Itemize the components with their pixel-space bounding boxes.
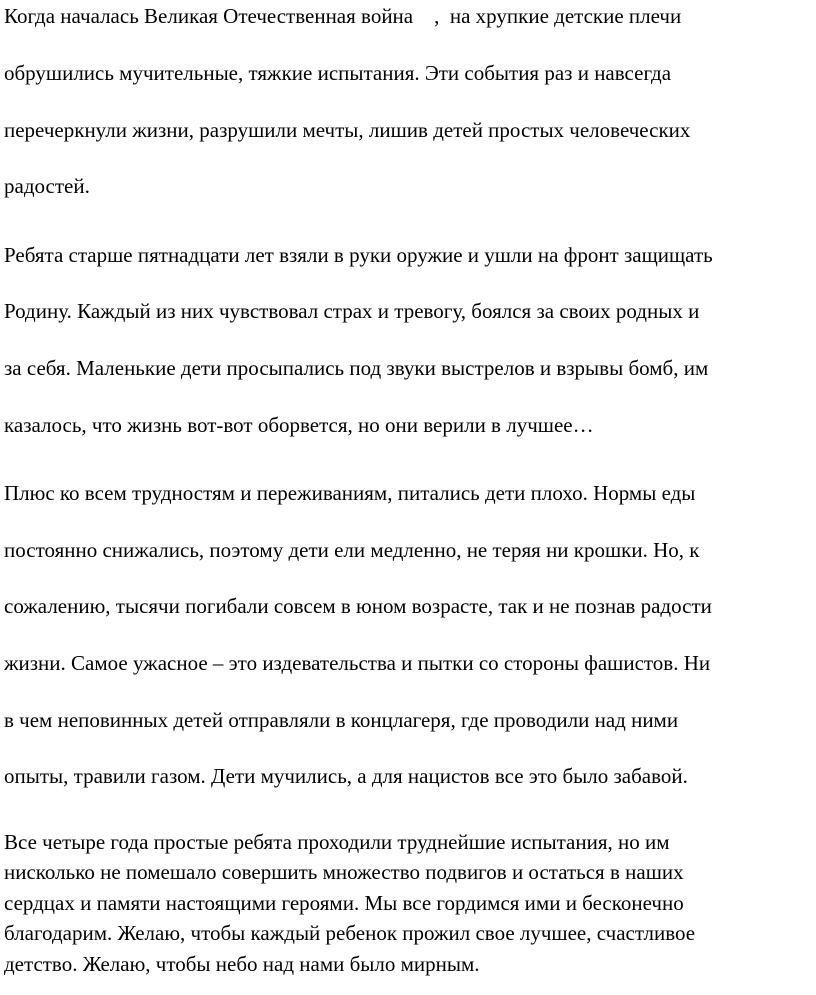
text-line: за себя. Маленькие дети просыпались под звуки выстрелов и взрывы бомб, им	[4, 356, 709, 380]
text-line: нисколько не помешало совершить множество подвигов и остаться в наших	[4, 860, 684, 884]
text-line: благодарим. Желаю, чтобы каждый ребенок прожил свое лучшее, счастливое	[4, 921, 696, 945]
text-line: постоянно снижались, поэтому дети ели медленно, не теряя ни крошки. Но, к	[4, 538, 700, 562]
text-line: Плюс ко всем трудностям и переживаниям, питались дети плохо. Нормы еды	[4, 481, 696, 505]
text-line: детство. Желаю, чтобы небо над нами было мирным.	[4, 952, 480, 976]
text-line: жизни. Самое ужасное – это издевательства и пытки со стороны фашистов. Ни	[4, 651, 711, 675]
text-line: опыты, травили газом. Дети мучились, а для нацистов все это было забавой.	[4, 764, 688, 788]
text-line: в чем неповинных детей отправляли в концлагеря, где проводили над ними	[4, 708, 679, 732]
text-line: сердцах и памяти настоящими героями. Мы все гордимся ими и бесконечно	[4, 891, 684, 915]
text-line: казалось, что жизнь вот-вот оборвется, но они верили в лучшее…	[4, 413, 594, 437]
text-line: обрушились мучительные, тяжкие испытания. Эти события раз и навсегда	[4, 61, 672, 85]
text-line: Ребята старше пятнадцати лет взяли в руки оружие и ушли на фронт защищать	[4, 243, 713, 267]
text-line: Когда началась Великая Отечественная война , на хрупкие детские плечи	[4, 4, 682, 28]
text-line: перечеркнули жизни, разрушили мечты, лишив детей простых человеческих	[4, 118, 691, 142]
text-line: радостей.	[4, 174, 90, 198]
text-line: Все четыре года простые ребята проходили труднейшие испытания, но им	[4, 830, 670, 854]
text-line: сожалению, тысячи погибали совсем в юном возрасте, так и не познав радости	[4, 594, 712, 618]
text-line: Родину. Каждый из них чувствовал страх и тревогу, боялся за своих родных и	[4, 299, 700, 323]
